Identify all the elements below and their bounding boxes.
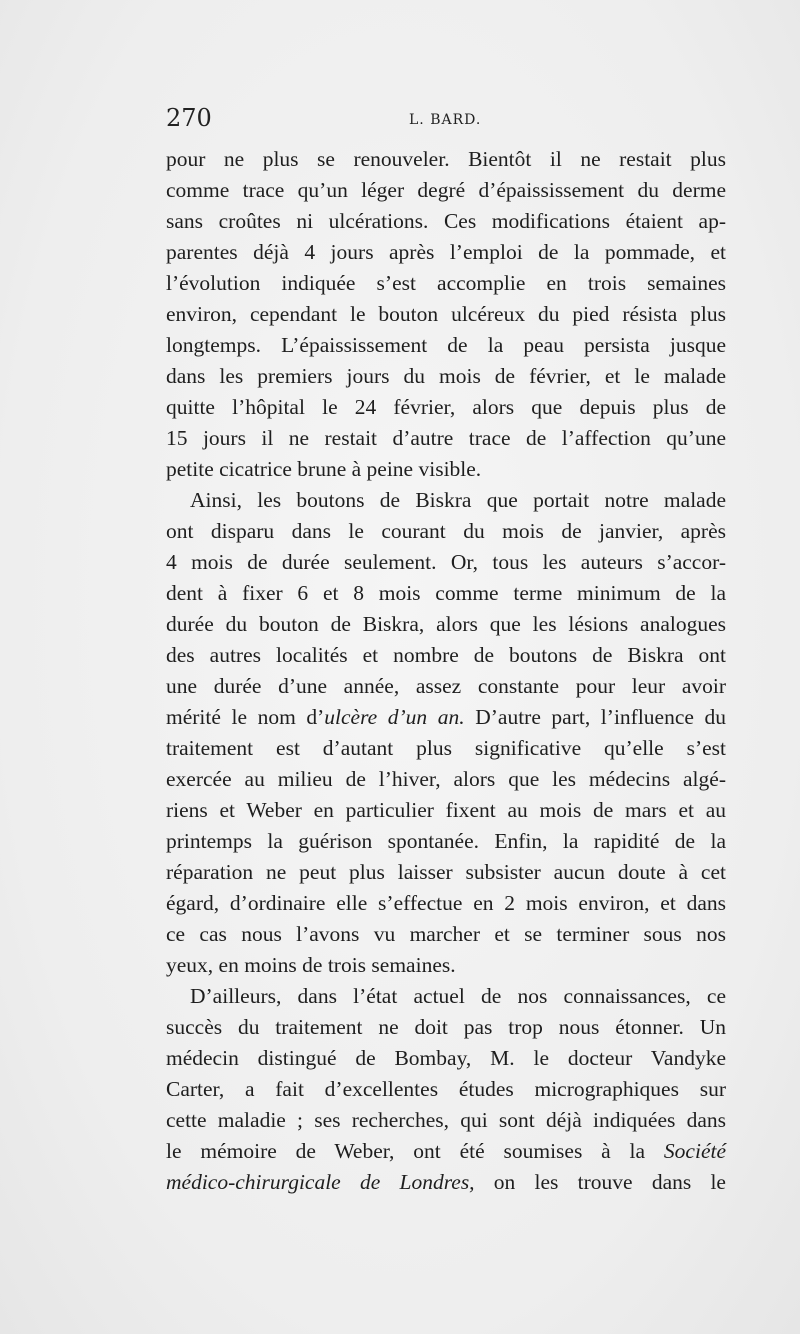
page-number: 270 — [166, 104, 212, 132]
text-line: réparation ne peut plus laisser subsister aucun doute à cet — [166, 860, 726, 884]
text-line: Carter, a fait d’excellentes études micrographiques sur — [166, 1077, 726, 1101]
italic-phrase: ulcère d’un an. — [324, 705, 465, 729]
italic-phrase: Société — [663, 1139, 726, 1163]
paragraph-start-line: D’ailleurs, dans l’état actuel de nos connaissances, ce — [190, 984, 726, 1008]
page-header — [166, 104, 726, 140]
text-line: durée du bouton de Biskra, alors que les lésions analogues — [166, 612, 726, 636]
text-line: cette maladie ; ses recherches, qui sont déjà indiquées dans — [166, 1108, 726, 1132]
text-line-with-italic — [166, 702, 726, 733]
text-line: dent à fixer 6 et 8 mois comme terme minimum de la — [166, 581, 726, 605]
text-line: sans croûtes ni ulcérations. Ces modifications étaient ap- — [166, 209, 726, 233]
text-line: ont disparu dans le courant du mois de janvier, après — [166, 519, 726, 543]
text-line: quitte l’hôpital le 24 février, alors que depuis plus de — [166, 395, 726, 419]
text-line: dans les premiers jours du mois de février, et le malade — [166, 364, 726, 388]
body-text — [166, 144, 726, 1198]
running-head: L. BARD. — [409, 112, 482, 128]
text-line: ce cas nous l’avons vu marcher et se terminer sous nos — [166, 922, 726, 946]
text-segment: D’autre part, l’influence du — [464, 705, 726, 729]
text-line: petite cicatrice brune à peine visible. — [166, 457, 482, 481]
text-segment: le mémoire de Weber, ont été soumises à la — [166, 1139, 664, 1163]
text-line: médecin distingué de Bombay, M. le docteur Vandyke — [166, 1046, 726, 1070]
text-line: 15 jours il ne restait d’autre trace de l’affection qu’une — [166, 426, 726, 450]
text-line: environ, cependant le bouton ulcéreux du pied résista plus — [166, 302, 726, 326]
paragraph-start-line: Ainsi, les boutons de Biskra que portait notre malade — [190, 488, 726, 512]
text-line: pour ne plus se renouveler. Bientôt il ne restait plus — [166, 147, 726, 171]
text-line: comme trace qu’un léger degré d’épaississement du derme — [166, 178, 726, 202]
text-line: une durée d’une année, assez constante pour leur avoir — [166, 674, 726, 698]
italic-phrase: médico-chirurgicale de Londres, — [166, 1170, 475, 1194]
text-line: égard, d’ordinaire elle s’effectue en 2 mois environ, et dans — [166, 891, 726, 915]
text-line: longtemps. L’épaississement de la peau persista jusque — [166, 333, 726, 357]
text-line-with-italic — [166, 1136, 726, 1167]
text-line: exercée au milieu de l’hiver, alors que les médecins algé- — [166, 767, 726, 791]
text-line: printemps la guérison spontanée. Enfin, la rapidité de la — [166, 829, 726, 853]
text-line: riens et Weber en particulier fixent au mois de mars et au — [166, 798, 726, 822]
text-segment: mérité le nom d’ — [166, 705, 325, 729]
text-line: yeux, en moins de trois semaines. — [166, 953, 456, 977]
text-line: 4 mois de durée seulement. Or, tous les auteurs s’accor- — [166, 550, 726, 574]
text-line: parentes déjà 4 jours après l’emploi de la pommade, et — [166, 240, 726, 264]
text-line: succès du traitement ne doit pas trop nous étonner. Un — [166, 1015, 726, 1039]
text-line: traitement est d’autant plus significative qu’elle s’est — [166, 736, 726, 760]
text-line-with-italic — [166, 1167, 726, 1198]
text-line: des autres localités et nombre de boutons de Biskra ont — [166, 643, 726, 667]
text-segment: on les trouve dans le — [474, 1170, 726, 1194]
text-line: l’évolution indiquée s’est accomplie en trois semaines — [166, 271, 726, 295]
